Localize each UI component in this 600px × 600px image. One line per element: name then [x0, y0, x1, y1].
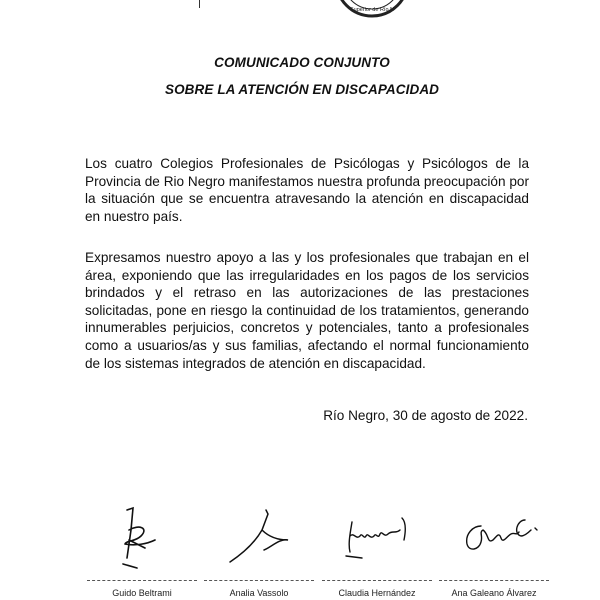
logo-divider [199, 0, 200, 8]
seal-text: Superior de Río N [349, 7, 395, 13]
signature-line [204, 580, 314, 581]
handwritten-signature-icon [322, 500, 432, 580]
signature-line [439, 580, 549, 581]
document-subtitle: SOBRE LA ATENCIÓN EN DISCAPACIDAD [164, 82, 440, 97]
header-logos [0, 0, 600, 24]
signature-block [204, 500, 314, 600]
body-paragraph-2: Expresamos nuestro apoyo a las y los profesionales que trabajan en el área, exponiendo que las irregularidades en los pagos de los servicios brindados y el retraso en las autorizaciones de las prestaciones solicitadas, pone en riesgo la continuidad de los tratamientos, generando innumerables perjuicios, concretos y potenciales, tanto a profesionales como a usuarios/as y sus familias, afectando el normal funcionamiento de los sistemas integrados de atención en discapacidad. [85, 250, 529, 371]
signature-block [322, 500, 432, 600]
official-seal-icon [332, 0, 412, 20]
signatory-name: Ana Galeano Álvarez [451, 588, 537, 598]
signatory-name: Analia Vassolo [229, 588, 289, 598]
signatures-block [0, 500, 600, 600]
signature-block [87, 500, 197, 600]
handwritten-signature-icon [439, 500, 549, 580]
document-title: COMUNICADO CONJUNTO [214, 55, 390, 70]
date-line: Río Negro, 30 de agosto de 2022. [323, 408, 528, 423]
handwritten-signature-icon [87, 500, 197, 580]
body-paragraph-1: Los cuatro Colegios Profesionales de Psicólogas y Psicólogos de la Provincia de Rio Negro manifestamos nuestra profunda preocupación por la situación que se encuentra atravesando la atención en discapacidad en nuestro país. [85, 156, 529, 224]
signatory-name: Guido Beltrami [112, 588, 172, 598]
signature-line [322, 580, 432, 581]
signature-block [439, 500, 549, 600]
college-logo-icon [78, 0, 108, 14]
handwritten-signature-icon [204, 500, 314, 580]
signature-line [87, 580, 197, 581]
signatory-name: Claudia Hernández [338, 588, 416, 598]
